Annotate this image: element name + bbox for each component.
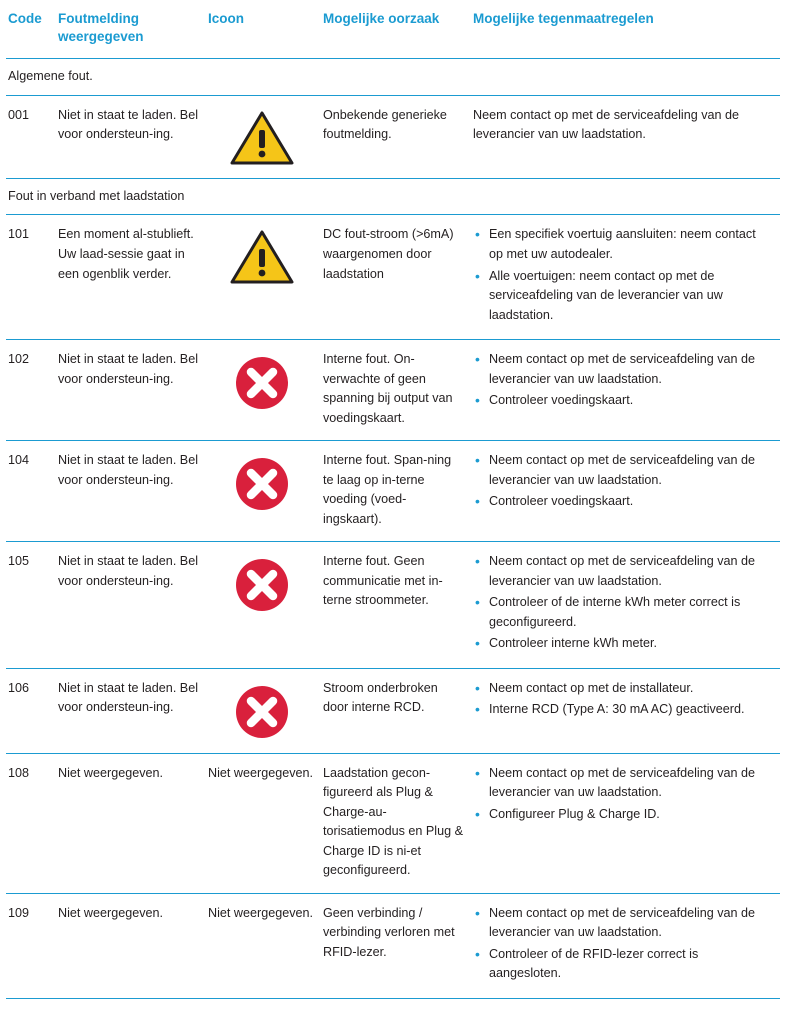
table-row	[6, 441, 780, 542]
cell-code: 102	[6, 340, 58, 441]
section-label: Fout in verband met laadstation	[6, 178, 780, 215]
cell-message: Niet in staat te laden. Bel voor ondersteun-ing.	[58, 542, 208, 669]
measures-list	[473, 451, 770, 512]
cell-icon: Niet weergegeven.	[208, 753, 323, 893]
cell-code: 108	[6, 753, 58, 893]
cell-code: 101	[6, 215, 58, 340]
cell-code: 109	[6, 893, 58, 998]
column-header-cause: Mogelijke oorzaak	[323, 0, 473, 59]
list-item: • Neem contact op met de serviceafdeling van de leverancier van uw laadstation.	[473, 764, 770, 803]
table-row	[6, 893, 780, 998]
list-item: • Controleer interne kWh meter.	[473, 634, 770, 654]
list-item: • Neem contact op met de serviceafdeling van de leverancier van uw laadstation.	[473, 350, 770, 389]
cell-icon: Niet weergegeven.	[208, 893, 323, 998]
cell-cause: Onbekende generieke foutmelding.	[323, 95, 473, 178]
section-label: Algemene fout.	[6, 59, 780, 96]
measures-list	[473, 225, 770, 325]
cell-message: Niet in staat te laden. Bel voor ondersteun-ing.	[58, 668, 208, 753]
list-item: • Neem contact op met de serviceafdeling van de leverancier van uw laadstation.	[473, 552, 770, 591]
measures-list	[473, 904, 770, 984]
cell-measures	[473, 340, 780, 441]
measure-text: Neem contact op met de serviceafdeling van de leverancier van uw laadstation.	[473, 107, 740, 142]
list-item: • Neem contact op met de installateur.	[473, 679, 770, 699]
column-header-code: Code	[6, 0, 58, 59]
cell-code: 105	[6, 542, 58, 669]
table-row	[6, 340, 780, 441]
error-code-table	[6, 0, 780, 999]
measures-list	[473, 552, 770, 654]
list-item: • Controleer of de RFID-lezer correct is aangesloten.	[473, 945, 770, 984]
list-item: • Neem contact op met de serviceafdeling van de leverancier van uw laadstation.	[473, 904, 770, 943]
cell-cause: Interne fout. On-verwachte of geen spanning bij output van voedingskaart.	[323, 340, 473, 441]
section-row	[6, 59, 780, 96]
cell-cause: Interne fout. Span-ning te laag op in-terne voeding (voed-ingskaart).	[323, 441, 473, 542]
cell-message: Een moment al-stublieft. Uw laad-sessie gaat in een ogenblik verder.	[58, 215, 208, 340]
measures-list	[473, 679, 770, 720]
table-row	[6, 95, 780, 178]
measures-list	[473, 350, 770, 411]
header-row	[6, 0, 780, 59]
table-header	[6, 0, 780, 59]
error-cross-circle-icon	[208, 350, 316, 412]
list-item: • Controleer voedingskaart.	[473, 492, 770, 512]
cell-cause: Stroom onderbroken door interne RCD.	[323, 668, 473, 753]
table-row	[6, 542, 780, 669]
cell-measures	[473, 668, 780, 753]
table-row	[6, 668, 780, 753]
cell-code: 106	[6, 668, 58, 753]
measures-list	[473, 764, 770, 825]
cell-measures	[473, 95, 780, 178]
warning-triangle-icon	[208, 225, 316, 285]
cell-measures	[473, 542, 780, 669]
cell-icon	[208, 95, 323, 178]
cell-message: Niet in staat te laden. Bel voor ondersteun-ing.	[58, 441, 208, 542]
column-header-measures: Mogelijke tegenmaatregelen	[473, 0, 780, 59]
cell-measures	[473, 753, 780, 893]
cell-icon	[208, 542, 323, 669]
table-body	[6, 59, 780, 998]
cell-code: 001	[6, 95, 58, 178]
cell-measures	[473, 893, 780, 998]
cell-message: Niet in staat te laden. Bel voor ondersteun-ing.	[58, 340, 208, 441]
list-item: • Controleer voedingskaart.	[473, 391, 770, 411]
cell-icon	[208, 215, 323, 340]
cell-cause: Interne fout. Geen communicatie met in-terne stroommeter.	[323, 542, 473, 669]
list-item: • Controleer of de interne kWh meter correct is geconfigureerd.	[473, 593, 770, 632]
list-item: • Een specifiek voertuig aansluiten: neem contact op met uw autodealer.	[473, 225, 770, 264]
cell-message: Niet weergegeven.	[58, 753, 208, 893]
table-row	[6, 215, 780, 340]
list-item: • Alle voertuigen: neem contact op met de serviceafdeling van de leverancier van uw laadstation.	[473, 267, 770, 326]
list-item: • Interne RCD (Type A: 30 mA AC) geactiveerd.	[473, 700, 770, 720]
error-cross-circle-icon	[208, 679, 316, 741]
warning-triangle-icon	[208, 106, 316, 166]
table-row	[6, 753, 780, 893]
cell-code: 104	[6, 441, 58, 542]
column-header-icon: Icoon	[208, 0, 323, 59]
cell-icon	[208, 441, 323, 542]
cell-icon	[208, 340, 323, 441]
cell-cause: DC fout-stroom (>6mA) waargenomen door laadstation	[323, 215, 473, 340]
section-row	[6, 178, 780, 215]
error-cross-circle-icon	[208, 451, 316, 513]
cell-measures	[473, 215, 780, 340]
cell-icon	[208, 668, 323, 753]
cell-message: Niet in staat te laden. Bel voor ondersteun-ing.	[58, 95, 208, 178]
cell-measures	[473, 441, 780, 542]
error-cross-circle-icon	[208, 552, 316, 614]
list-item: • Neem contact op met de serviceafdeling van de leverancier van uw laadstation.	[473, 451, 770, 490]
cell-message: Niet weergegeven.	[58, 893, 208, 998]
column-header-message: Foutmelding weergegeven	[58, 0, 208, 59]
cell-cause: Geen verbinding / verbinding verloren met RFID-lezer.	[323, 893, 473, 998]
cell-cause: Laadstation gecon-figureerd als Plug & Charge-au-torisatiemodus en Plug & Charge ID is ni-et geconfigureerd.	[323, 753, 473, 893]
list-item: • Configureer Plug & Charge ID.	[473, 805, 770, 825]
